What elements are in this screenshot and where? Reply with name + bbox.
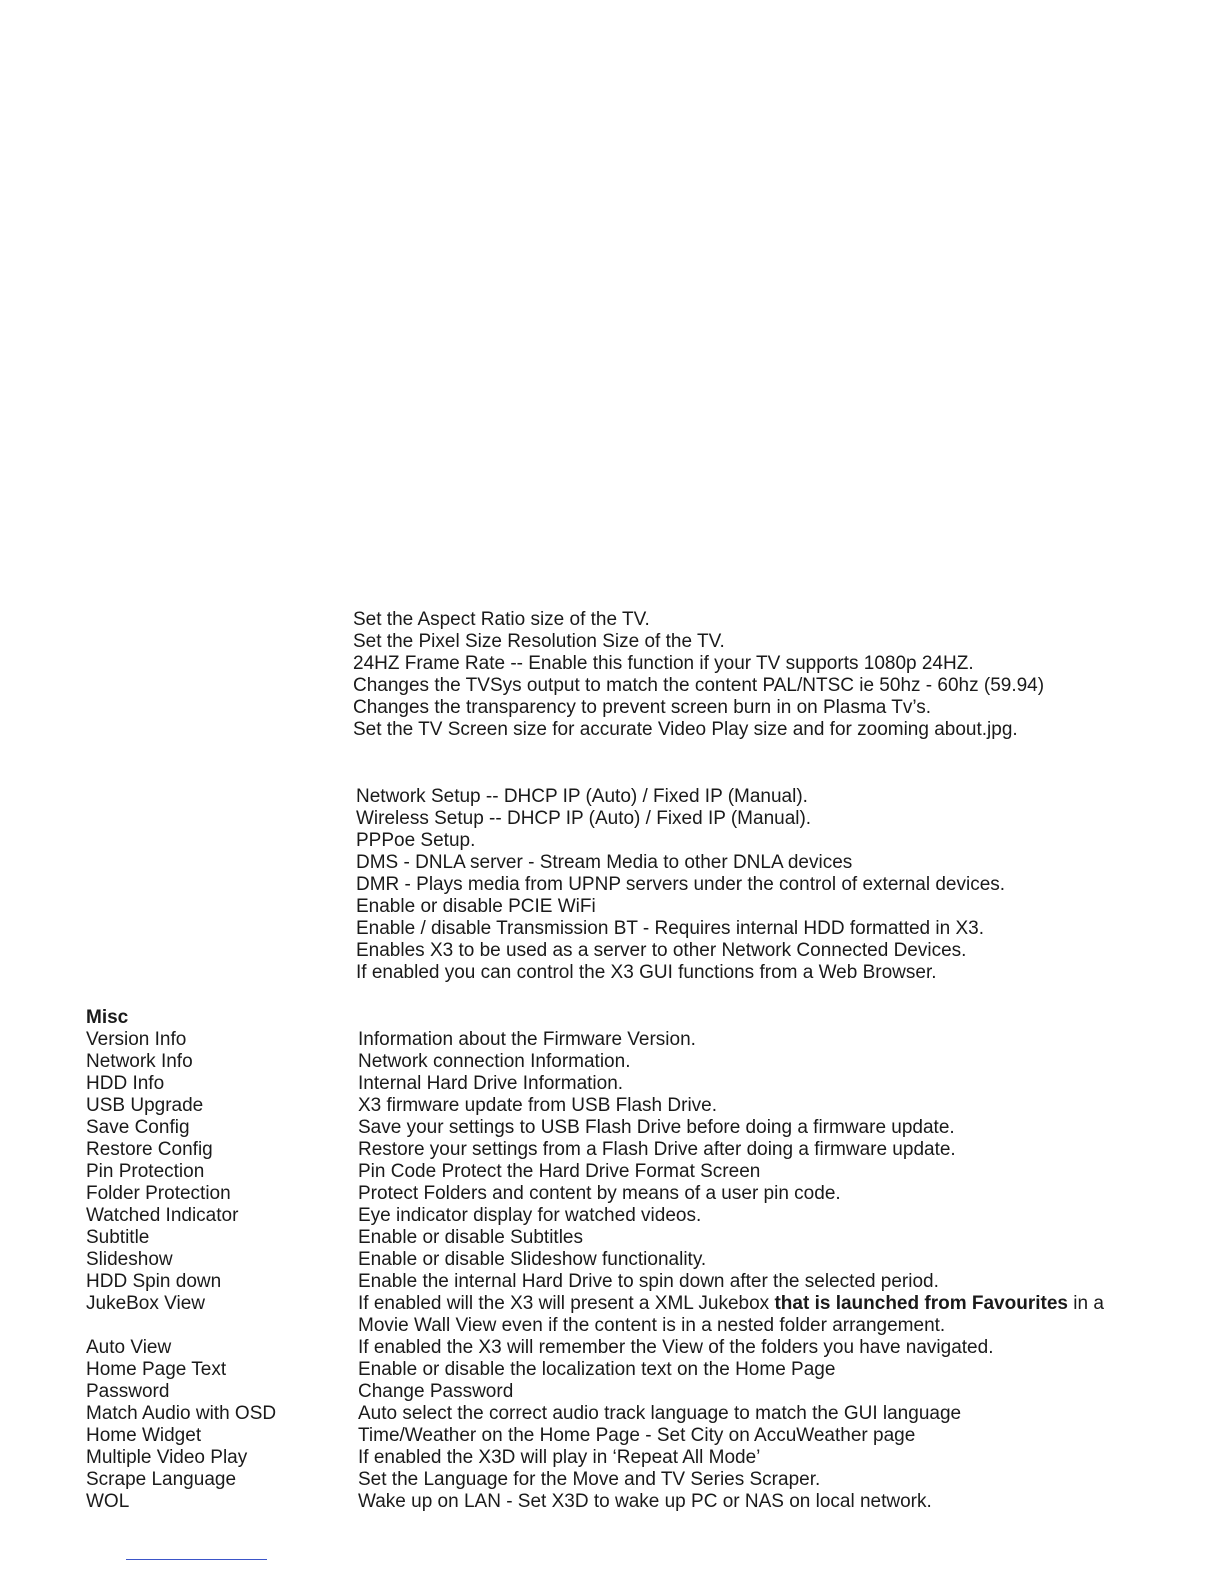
misc-item-desc-continued: Movie Wall View even if the content is in a nested folder arrangement. (358, 1315, 946, 1336)
tv-setup-line: 24HZ Frame Rate -- Enable this function if your TV supports 1080p 24HZ. (353, 653, 974, 674)
jukebox-desc-bold: that is launched from Favourites (774, 1293, 1068, 1314)
network-setup-line: Network Setup -- DHCP IP (Auto) / Fixed IP (Manual). (356, 786, 808, 807)
network-setup-line: DMR - Plays media from UPNP servers under the control of external devices. (356, 874, 1006, 895)
misc-item-desc: Protect Folders and content by means of a user pin code. (358, 1183, 841, 1204)
misc-item-label: JukeBox View (86, 1293, 205, 1314)
misc-item-label: Network Info (86, 1051, 193, 1072)
misc-item-label: Subtitle (86, 1227, 150, 1248)
misc-item-desc: If enabled the X3 will remember the View of the folders you have navigated. (358, 1337, 994, 1358)
tv-setup-line: Set the Aspect Ratio size of the TV. (353, 609, 650, 630)
misc-item-desc: Wake up on LAN - Set X3D to wake up PC or NAS on local network. (358, 1491, 932, 1512)
misc-item-label: Home Page Text (86, 1359, 227, 1380)
misc-item-label: Version Info (86, 1029, 187, 1050)
misc-item-desc: Enable the internal Hard Drive to spin down after the selected period. (358, 1271, 939, 1292)
misc-item-label: Match Audio with OSD (86, 1403, 277, 1424)
network-setup-line: Enables X3 to be used as a server to other Network Connected Devices. (356, 940, 967, 961)
misc-item-label: Restore Config (86, 1139, 213, 1160)
network-setup-line: Wireless Setup -- DHCP IP (Auto) / Fixed IP (Manual). (356, 808, 812, 829)
jukebox-desc-start: If enabled will the X3 will present a XML Jukebox (358, 1293, 775, 1314)
tv-setup-line: Set the TV Screen size for accurate Video Play size and for zooming about.jpg. (353, 719, 1018, 740)
misc-item-desc: Enable or disable the localization text on the Home Page (358, 1359, 836, 1380)
misc-item-label: USB Upgrade (86, 1095, 204, 1116)
network-setup-line: If enabled you can control the X3 GUI functions from a Web Browser. (356, 962, 937, 983)
network-setup-line: Enable / disable Transmission BT - Requires internal HDD formatted in X3. (356, 918, 984, 939)
misc-item-label: Multiple Video Play (86, 1447, 248, 1468)
misc-item-desc: Internal Hard Drive Information. (358, 1073, 624, 1094)
misc-item-desc: If enabled the X3D will play in ‘Repeat All Mode’ (358, 1447, 761, 1468)
misc-item-label: Password (86, 1381, 170, 1402)
misc-item-label: HDD Info (86, 1073, 165, 1094)
misc-item-desc: Network connection Information. (358, 1051, 631, 1072)
misc-item-desc: Set the Language for the Move and TV Series Scraper. (358, 1469, 821, 1490)
misc-item-desc (358, 1293, 1104, 1315)
misc-item-desc: Pin Code Protect the Hard Drive Format Screen (358, 1161, 761, 1182)
footer-rule (126, 1559, 267, 1560)
misc-item-desc: Change Password (358, 1381, 514, 1402)
misc-heading: Misc (86, 1007, 129, 1028)
misc-item-desc: Enable or disable Slideshow functionality. (358, 1249, 707, 1270)
misc-item-desc: Enable or disable Subtitles (358, 1227, 583, 1248)
misc-item-desc: Auto select the correct audio track language to match the GUI language (358, 1403, 962, 1424)
misc-item-label: Home Widget (86, 1425, 202, 1446)
network-setup-line: DMS - DNLA server - Stream Media to other DNLA devices (356, 852, 853, 873)
misc-item-desc: Restore your settings from a Flash Drive after doing a firmware update. (358, 1139, 956, 1160)
misc-item-label: WOL (86, 1491, 130, 1512)
tv-setup-line: Changes the transparency to prevent screen burn in on Plasma Tv’s. (353, 697, 932, 718)
misc-item-label: Slideshow (86, 1249, 173, 1270)
tv-setup-line: Changes the TVSys output to match the content PAL/NTSC ie 50hz - 60hz (59.94) (353, 675, 1045, 696)
network-setup-line: PPPoe Setup. (356, 830, 476, 851)
misc-item-desc: Eye indicator display for watched videos. (358, 1205, 702, 1226)
misc-item-label: Pin Protection (86, 1161, 205, 1182)
misc-item-label: Scrape Language (86, 1469, 237, 1490)
tv-setup-line: Set the Pixel Size Resolution Size of the TV. (353, 631, 725, 652)
misc-item-desc: X3 firmware update from USB Flash Drive. (358, 1095, 718, 1116)
misc-item-label: Folder Protection (86, 1183, 231, 1204)
misc-item-label: HDD Spin down (86, 1271, 222, 1292)
misc-item-desc: Save your settings to USB Flash Drive before doing a firmware update. (358, 1117, 955, 1138)
misc-item-label: Watched Indicator (86, 1205, 239, 1226)
misc-item-desc: Time/Weather on the Home Page - Set City on AccuWeather page (358, 1425, 916, 1446)
misc-item-desc: Information about the Firmware Version. (358, 1029, 696, 1050)
jukebox-desc-end: in a (1067, 1293, 1104, 1314)
misc-item-label: Save Config (86, 1117, 190, 1138)
network-setup-line: Enable or disable PCIE WiFi (356, 896, 596, 917)
misc-item-label: Auto View (86, 1337, 172, 1358)
